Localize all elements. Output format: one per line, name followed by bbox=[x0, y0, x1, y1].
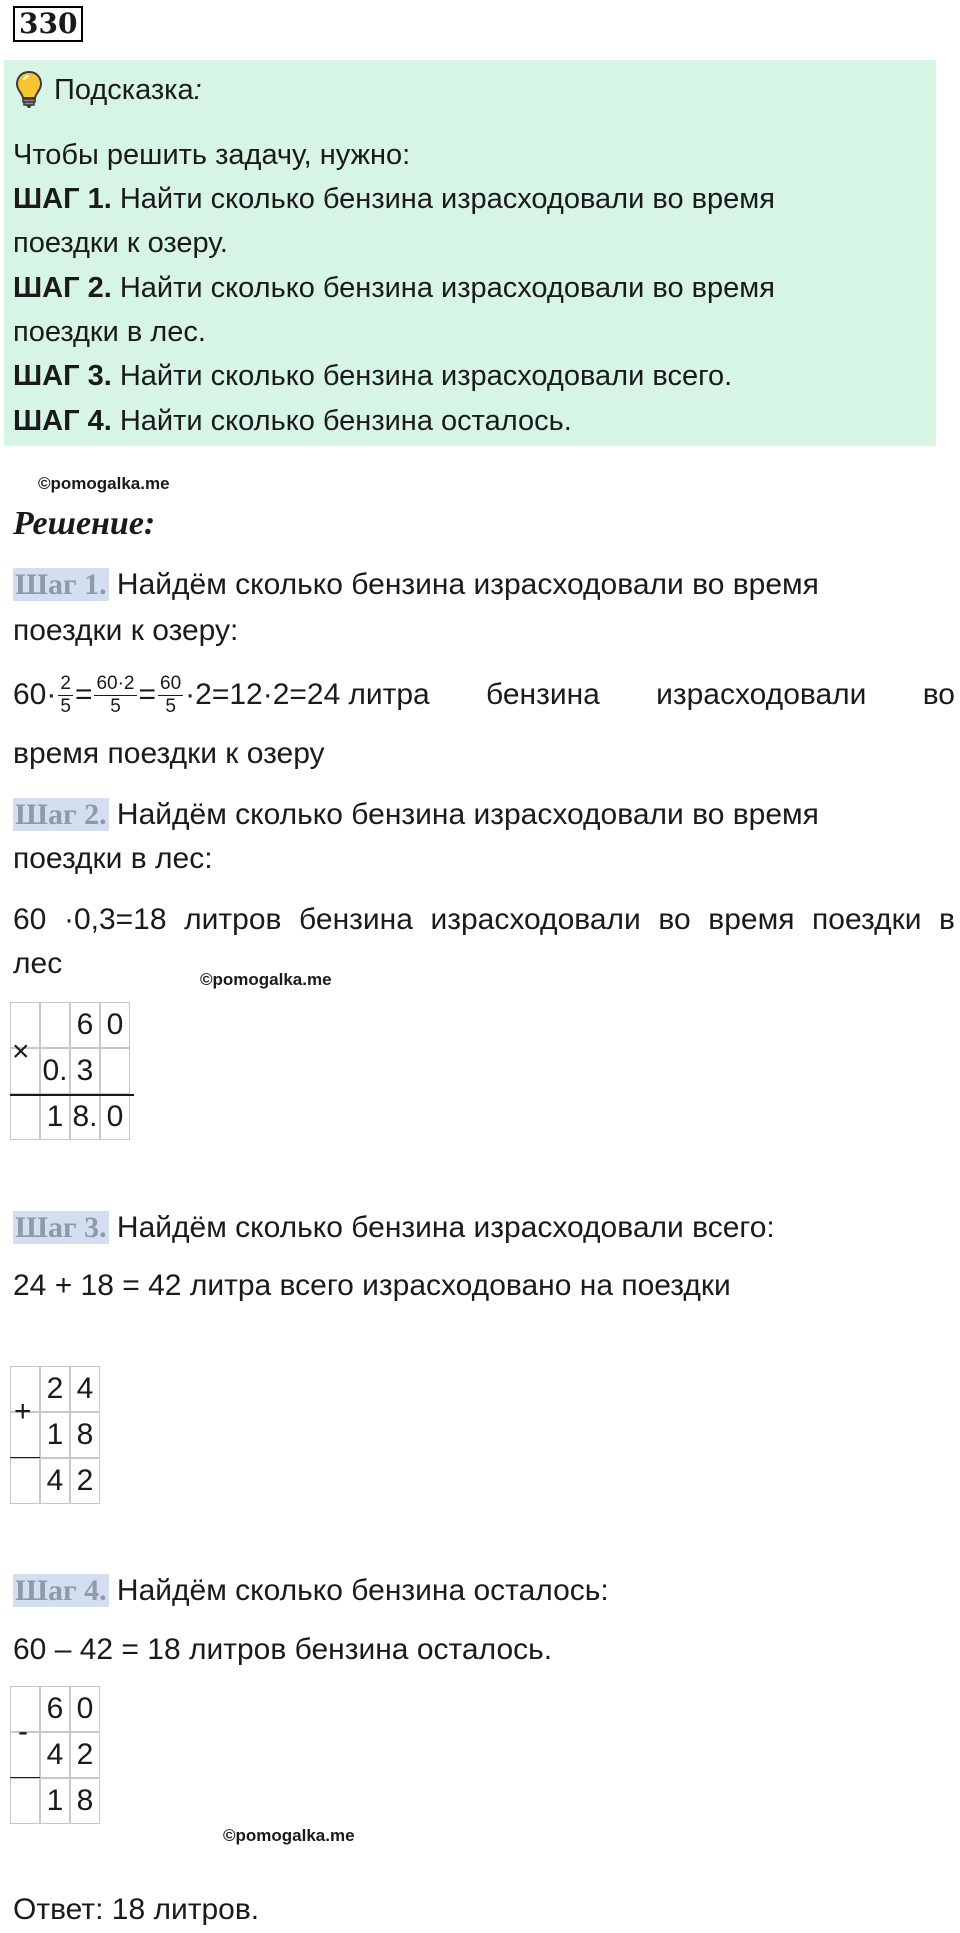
formula-a: 60· bbox=[13, 678, 57, 711]
calc-rule bbox=[10, 1457, 40, 1458]
step4-label: Шаг 4. bbox=[15, 1574, 107, 1607]
calc-cell bbox=[10, 1094, 40, 1140]
step2-line1: 60 ·0,3=18 литров бензина израсходовали во время поездки в bbox=[13, 903, 955, 936]
hint-step-2-text: Найти сколько бензина израсходовали во время bbox=[119, 272, 775, 304]
step1-cont: поездки к озеру: bbox=[13, 614, 239, 647]
calc-cell: 8 bbox=[70, 1412, 100, 1458]
step2-text: Найдём сколько бензина израсходовали во время bbox=[116, 798, 819, 831]
calc-cell: 4 bbox=[70, 1366, 100, 1412]
hint-step-3-label: ШАГ 3. bbox=[13, 360, 112, 392]
hint-step-4 bbox=[13, 399, 572, 443]
step3-equation: 24 + 18 = 42 литра всего израсходовано на поездки bbox=[13, 1269, 731, 1302]
hint-step-1 bbox=[13, 177, 923, 221]
calc-cell: 0 bbox=[70, 1686, 100, 1732]
step3-text: Найдём сколько бензина израсходовали всего: bbox=[116, 1211, 775, 1244]
fraction-2-num: 60·2 bbox=[96, 672, 135, 694]
calc-operator: × bbox=[12, 1035, 30, 1068]
formula-tail: ·2=12·2=24 bbox=[185, 678, 341, 711]
fraction-3 bbox=[158, 673, 183, 718]
step4-text: Найдём сколько бензина осталось: bbox=[116, 1574, 609, 1607]
calc-cell: 1 bbox=[40, 1412, 70, 1458]
hint-step-2 bbox=[13, 266, 923, 310]
calc-cell: 2 bbox=[70, 1458, 100, 1504]
calc-cell: 0 bbox=[100, 1002, 130, 1048]
hint-step-3-text: Найти сколько бензина израсходовали всего. bbox=[119, 360, 733, 392]
step1-label: Шаг 1. bbox=[15, 568, 107, 601]
calc-operator: - bbox=[18, 1715, 28, 1748]
calc-cell: 4 bbox=[40, 1732, 70, 1778]
calc-cell bbox=[10, 1778, 40, 1824]
step3-label: Шаг 3. bbox=[15, 1211, 107, 1244]
hint-step-2-cont: поездки в лес. bbox=[13, 316, 206, 348]
calc-cell: 3 bbox=[70, 1048, 100, 1094]
calc-operator: + bbox=[14, 1395, 32, 1428]
fraction-2 bbox=[94, 673, 136, 718]
calc-rule bbox=[10, 1094, 134, 1096]
step2-line2: лес bbox=[13, 947, 63, 980]
lightbulb-icon bbox=[14, 70, 44, 110]
step4-equation: 60 – 42 = 18 литров бензина осталось. bbox=[13, 1633, 553, 1666]
hint-intro: Чтобы решить задачу, нужно: bbox=[13, 139, 411, 171]
watermark: ©pomogalka.me bbox=[200, 970, 332, 989]
step1-formula bbox=[13, 672, 955, 718]
hint-step-1-cont: поездки к озеру. bbox=[13, 227, 228, 259]
step1-formula-cont: время поездки к озеру bbox=[13, 737, 325, 770]
hint-title bbox=[14, 68, 202, 112]
hint-step-4-text: Найти сколько бензина осталось. bbox=[119, 405, 572, 437]
calc-cell: 6 bbox=[40, 1686, 70, 1732]
hint-step-4-label: ШАГ 4. bbox=[13, 405, 112, 437]
watermark: ©pomogalka.me bbox=[223, 1826, 355, 1845]
hint-title-colon: : bbox=[193, 74, 202, 106]
calc-cell: 0 bbox=[100, 1094, 130, 1140]
step1-text: Найдём сколько бензина израсходовали во время bbox=[116, 568, 819, 601]
step3-line bbox=[13, 1205, 775, 1251]
fraction-2-den: 5 bbox=[110, 695, 121, 717]
formula-words: литра бензина израсходовали во bbox=[348, 678, 955, 711]
formula-expression bbox=[13, 672, 340, 718]
calc-cell: 1 bbox=[40, 1094, 70, 1140]
hint-step-1-text: Найти сколько бензина израсходовали во время bbox=[119, 183, 775, 215]
calc-cell: 0. bbox=[40, 1048, 70, 1094]
formula-eq2: = bbox=[138, 678, 157, 711]
calc-cell: 8. bbox=[70, 1094, 100, 1140]
hint-step-1-label: ШАГ 1. bbox=[13, 183, 112, 215]
calc-cell: 2 bbox=[40, 1366, 70, 1412]
step2-cont: поездки в лес: bbox=[13, 842, 213, 875]
step1-line bbox=[13, 562, 955, 608]
fraction-1-num: 2 bbox=[60, 672, 71, 694]
answer: Ответ: 18 литров. bbox=[13, 1893, 260, 1926]
step2-label: Шаг 2. bbox=[15, 798, 107, 831]
watermark: ©pomogalka.me bbox=[38, 474, 170, 493]
calc-cell bbox=[10, 1458, 40, 1504]
fraction-3-num: 60 bbox=[160, 672, 182, 694]
calc-cell: 2 bbox=[70, 1732, 100, 1778]
calc-rule bbox=[10, 1777, 40, 1778]
calc-cell bbox=[100, 1048, 130, 1094]
calc-cell: 1 bbox=[40, 1778, 70, 1824]
step2-line bbox=[13, 792, 955, 838]
hint-title-word: Подсказка bbox=[54, 74, 194, 106]
step4-line bbox=[13, 1568, 609, 1614]
calc-cell: 8 bbox=[70, 1778, 100, 1824]
fraction-3-den: 5 bbox=[165, 695, 176, 717]
calc-cell bbox=[40, 1002, 70, 1048]
fraction-1-den: 5 bbox=[60, 695, 71, 717]
calc-cell: 6 bbox=[70, 1002, 100, 1048]
hint-step-3 bbox=[13, 354, 732, 398]
fraction-1 bbox=[58, 673, 73, 718]
solution-heading: Решение: bbox=[13, 505, 156, 542]
calc-cell: 4 bbox=[40, 1458, 70, 1504]
formula-eq1: = bbox=[74, 678, 93, 711]
task-number: 330 bbox=[13, 6, 83, 42]
hint-step-2-label: ШАГ 2. bbox=[13, 272, 112, 304]
